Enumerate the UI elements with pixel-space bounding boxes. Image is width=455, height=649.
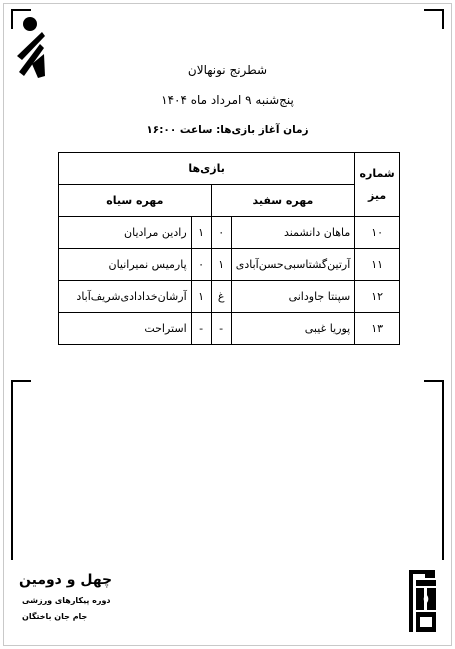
side-bar-right bbox=[442, 380, 444, 560]
white-player: آرتین‌گشتاسبی‌حسن‌آبادی bbox=[231, 249, 355, 281]
start-time: زمان آغاز بازی‌ها: ساعت ۱۶:۰۰ bbox=[146, 124, 309, 136]
white-player: سپنتا جاودانی bbox=[231, 281, 355, 313]
white-result: ۱ bbox=[211, 249, 231, 281]
corner-top-left-h bbox=[11, 9, 31, 11]
black-result: ۱ bbox=[191, 217, 211, 249]
corner-top-left bbox=[11, 9, 13, 29]
corner-top-right bbox=[442, 9, 444, 29]
torch-emblem-icon bbox=[405, 570, 439, 632]
table-row bbox=[59, 281, 400, 313]
board-number: ۱۳ bbox=[355, 313, 400, 345]
page-title: شطرنج نونهالان bbox=[187, 63, 268, 77]
table-row bbox=[59, 249, 400, 281]
white-result: غ bbox=[211, 281, 231, 313]
header-black: مهره سیاه bbox=[59, 185, 212, 217]
header-board-number: شماره میز bbox=[355, 153, 400, 217]
header-games: بازی‌ها bbox=[59, 153, 355, 185]
board-number: ۱۱ bbox=[355, 249, 400, 281]
white-player: ماهان دانشمند bbox=[231, 217, 355, 249]
board-number: ۱۲ bbox=[355, 281, 400, 313]
black-result: - bbox=[191, 313, 211, 345]
black-player: استراحت bbox=[59, 313, 192, 345]
white-result: - bbox=[211, 313, 231, 345]
footer-line-1: دوره پیکارهای ورزشی bbox=[22, 596, 111, 605]
black-result: ۰ bbox=[191, 249, 211, 281]
white-result: ۰ bbox=[211, 217, 231, 249]
side-bar-left-h bbox=[11, 380, 31, 382]
white-player: پوریا غیبی bbox=[231, 313, 355, 345]
side-bar-right-h bbox=[424, 380, 444, 382]
footer-line-2: جام جان باختگان bbox=[22, 612, 88, 621]
board-number: ۱۰ bbox=[355, 217, 400, 249]
table-row bbox=[59, 313, 400, 345]
header-white: مهره سفید bbox=[211, 185, 355, 217]
table-row bbox=[59, 217, 400, 249]
black-player: پارمیس نمیرانیان bbox=[59, 249, 192, 281]
corner-top-right-h bbox=[424, 9, 444, 11]
black-player: آرشان‌خدادادی‌شریف‌آباد bbox=[59, 281, 192, 313]
footer-edition-title: چهل و دومین bbox=[19, 572, 113, 588]
pairings-table bbox=[58, 152, 400, 345]
event-date: پنج‌شنبه ۹ امرداد ماه ۱۴۰۴ bbox=[161, 93, 294, 107]
black-player: رادین مرادیان bbox=[59, 217, 192, 249]
black-result: ۱ bbox=[191, 281, 211, 313]
side-bar-left bbox=[11, 380, 13, 560]
